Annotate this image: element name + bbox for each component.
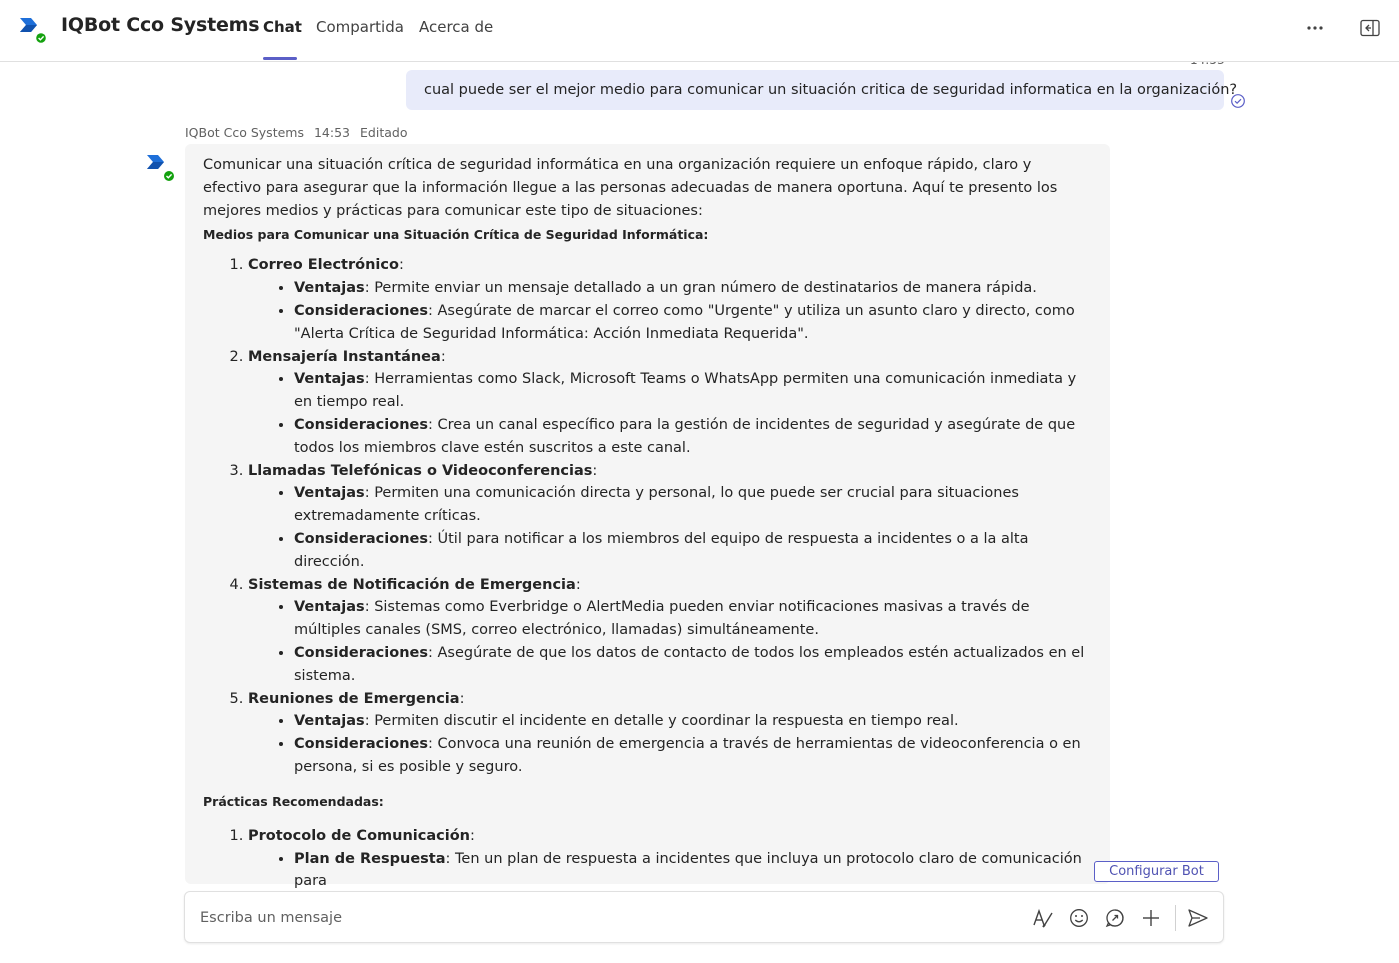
list-item: • Ventajas: Permiten una comunicación directa y personal, lo que puede ser crucial para situaciones extremadamente críticas. xyxy=(294,482,1092,528)
ventajas-text: Herramientas como Slack, Microsoft Teams o WhatsApp permiten una comunicación inmediata y en tiempo real. xyxy=(294,371,1077,411)
list-item: • Consideraciones: Asegúrate de que los datos de contacto de todos los empleados estén actualizados en el sistema. xyxy=(294,642,1092,688)
list-item: 4. Sistemas de Notificación de Emergencia: • Ventajas: Sistemas como Everbridge o AlertMedia pueden enviar notificaciones masivas a través de múltiples canales (SMS, correo electrónico, llamadas) simultáneamente. • Consideraciones: Asegúrate de que los datos de contacto de todos los empleados estén actualizados en el sistema. xyxy=(248,574,1092,688)
tab-compartida[interactable]: Compartida xyxy=(316,18,404,36)
consideraciones-label: Consideraciones xyxy=(294,416,428,433)
add-button[interactable] xyxy=(1138,905,1164,931)
list-item: 1. Correo Electrónico: • Ventajas: Permite enviar un mensaje detallado a un gran número de destinatarios de manera rápida. • Consideraciones: Asegúrate de marcar el correo como "Urgente" y utiliza un asunto claro y directo, como "Alerta Crítica de Seguridad Informática: Acción Inmediata Requerida". xyxy=(248,254,1092,345)
list-item: 3. Llamadas Telefónicas o Videoconferencias: • Ventajas: Permiten una comunicación directa y personal, lo que puede ser crucial para situaciones extremadamente críticas. • Consideraciones: Útil para notificar a los miembros del equipo de respuesta a incidentes o a la alta dirección. xyxy=(248,460,1092,574)
edited-label: Editado xyxy=(360,125,408,140)
send-button[interactable] xyxy=(1185,905,1211,931)
list-item: • Consideraciones: Crea un canal específico para la gestión de incidentes de seguridad y asegúrate de que todos los miembros clave estén suscritos a este canal. xyxy=(294,414,1092,460)
consideraciones-label: Consideraciones xyxy=(294,302,428,319)
bot-intro-text: Comunicar una situación crítica de seguridad informática en una organización requiere un enfoque rápido, claro y efectivo para asegurar que la información llegue a las personas adecuadas de manera oportuna. Aquí te presento los mejores medios y prácticas para comunicar este tipo de situaciones: xyxy=(203,157,1058,219)
item-title: Correo Electrónico xyxy=(248,257,399,274)
loop-button[interactable] xyxy=(1102,905,1128,931)
ventajas-label: Ventajas xyxy=(294,280,365,297)
item-title: Sistemas de Notificación de Emergencia xyxy=(248,576,576,593)
list-item: 5. Reuniones de Emergencia: • Ventajas: Permiten discutir el incidente en detalle y coordinar la respuesta en tiempo real. • Consideraciones: Convoca una reunión de emergencia a través de herramientas de videoconferencia o en persona, si es posible y seguro. xyxy=(248,688,1092,779)
bot-message-time: 14:53 xyxy=(313,125,351,140)
list-item: • Ventajas: Permite enviar un mensaje detallado a un gran número de destinatarios de manera rápida. xyxy=(294,277,1092,300)
message-input[interactable] xyxy=(200,905,1020,931)
format-button[interactable] xyxy=(1030,905,1056,931)
ventajas-text: Permiten una comunicación directa y personal, lo que puede ser crucial para situaciones extremadamente críticas. xyxy=(294,485,1019,525)
list-item: • Consideraciones: Útil para notificar a los miembros del equipo de respuesta a incidentes o a la alta dirección. xyxy=(294,528,1092,574)
item-title: Llamadas Telefónicas o Videoconferencias xyxy=(248,462,593,479)
consideraciones-label: Consideraciones xyxy=(294,736,428,753)
consideraciones-label: Consideraciones xyxy=(294,644,428,661)
plan-text: Ten un plan de respuesta a incidentes que incluya un protocolo claro de comunicación para xyxy=(294,850,1082,890)
bot-avatar-icon xyxy=(145,152,177,184)
section-heading-medios: Medios para Comunicar una Situación Crítica de Seguridad Informática: xyxy=(203,227,709,243)
configure-bot-button[interactable]: Configurar Bot xyxy=(1094,861,1219,882)
ventajas-text: Permite enviar un mensaje detallado a un gran número de destinatarios de manera rápida. xyxy=(374,280,1037,297)
list-item: 1. Protocolo de Comunicación: • Plan de Respuesta: Ten un plan de respuesta a incidentes que incluya un protocolo claro de comunicación para xyxy=(248,825,1092,893)
consideraciones-text: Crea un canal específico para la gestión de incidentes de seguridad y asegúrate de que todos los miembros clave estén suscritos a este canal. xyxy=(294,416,1076,456)
list-item: • Ventajas: Permiten discutir el incidente en detalle y coordinar la respuesta en tiempo real. xyxy=(294,710,1092,733)
compose-divider xyxy=(1175,905,1176,931)
list-item: • Ventajas: Sistemas como Everbridge o AlertMedia pueden enviar notificaciones masivas a través de múltiples canales (SMS, correo electrónico, llamadas) simultáneamente. xyxy=(294,596,1092,642)
practicas-list xyxy=(248,825,1092,893)
app-header xyxy=(0,0,1399,62)
more-options-button[interactable] xyxy=(1300,14,1330,42)
iqbot-logo-icon xyxy=(18,14,48,44)
section-heading-practicas: Prácticas Recomendadas: xyxy=(203,793,384,809)
consideraciones-text: Asegúrate de que los datos de contacto de todos los empleados estén actualizados en el sistema. xyxy=(294,644,1085,684)
open-panel-button[interactable] xyxy=(1355,14,1385,42)
more-horizontal-icon xyxy=(1306,25,1324,31)
plan-label: Plan de Respuesta xyxy=(294,850,446,867)
ventajas-label: Ventajas xyxy=(294,713,365,730)
tab-acerca-de[interactable]: Acerca de xyxy=(419,18,494,36)
bot-message-meta xyxy=(185,125,417,140)
item-title: Mensajería Instantánea xyxy=(248,348,441,365)
medios-list xyxy=(248,254,1092,778)
list-item: • Ventajas: Herramientas como Slack, Microsoft Teams o WhatsApp permiten una comunicación inmediata y en tiempo real. xyxy=(294,368,1092,414)
list-item: 2. Mensajería Instantánea: • Ventajas: Herramientas como Slack, Microsoft Teams o WhatsApp permiten una comunicación inmediata y en tiempo real. • Consideraciones: Crea un canal específico para la gestión de incidentes de seguridad y asegúrate de que todos los miembros clave estén suscritos a este canal. xyxy=(248,346,1092,460)
ventajas-label: Ventajas xyxy=(294,485,365,502)
send-icon xyxy=(1187,908,1209,928)
item-title: Reuniones de Emergencia xyxy=(248,690,460,707)
bot-sender-name: IQBot Cco Systems xyxy=(185,125,304,140)
ventajas-text: Permiten discutir el incidente en detalle y coordinar la respuesta en tiempo real. xyxy=(374,713,959,730)
loop-chat-icon xyxy=(1105,908,1125,928)
consideraciones-text: Asegúrate de marcar el correo como "Urgente" y utiliza un asunto claro y directo, como "Alerta Crítica de Seguridad Informática: Acción Inmediata Requerida". xyxy=(294,302,1075,342)
list-item: • Consideraciones: Asegúrate de marcar el correo como "Urgente" y utiliza un asunto claro y directo, como "Alerta Crítica de Seguridad Informática: Acción Inmediata Requerida". xyxy=(294,300,1092,346)
ventajas-text: Sistemas como Everbridge o AlertMedia pueden enviar notificaciones masivas a través de múltiples canales (SMS, correo electrónico, llamadas) simultáneamente. xyxy=(294,599,1030,639)
app-title: IQBot Cco Systems xyxy=(61,14,260,36)
user-message-bubble[interactable] xyxy=(406,70,1238,110)
open-panel-icon xyxy=(1360,19,1380,37)
emoji-button[interactable] xyxy=(1066,905,1092,931)
compose-box xyxy=(184,891,1224,943)
list-item: • Plan de Respuesta: Ten un plan de respuesta a incidentes que incluya un protocolo claro de comunicación para xyxy=(294,848,1092,894)
consideraciones-text: Convoca una reunión de emergencia a través de herramientas de videoconferencia o en persona, si es posible y seguro. xyxy=(294,736,1081,775)
consideraciones-text: Útil para notificar a los miembros del equipo de respuesta a incidentes o a la alta dirección. xyxy=(294,530,1029,570)
seen-check-icon xyxy=(1230,93,1246,109)
format-text-icon xyxy=(1032,908,1054,928)
user-message-text: cual puede ser el mejor medio para comunicar un situación critica de seguridad informatica en la organización? xyxy=(424,82,1238,98)
emoji-icon xyxy=(1069,908,1089,928)
ventajas-label: Ventajas xyxy=(294,599,365,616)
tab-chat[interactable]: Chat xyxy=(263,18,302,36)
ventajas-label: Ventajas xyxy=(294,371,365,388)
consideraciones-label: Consideraciones xyxy=(294,530,428,547)
bot-message-bubble[interactable] xyxy=(185,144,1110,890)
list-item: • Consideraciones: Convoca una reunión de emergencia a través de herramientas de videoconferencia o en persona, si es posible y seguro. xyxy=(294,733,1092,779)
plus-icon xyxy=(1141,908,1161,928)
active-tab-indicator xyxy=(263,57,297,60)
item-title: Protocolo de Comunicación xyxy=(248,827,470,844)
